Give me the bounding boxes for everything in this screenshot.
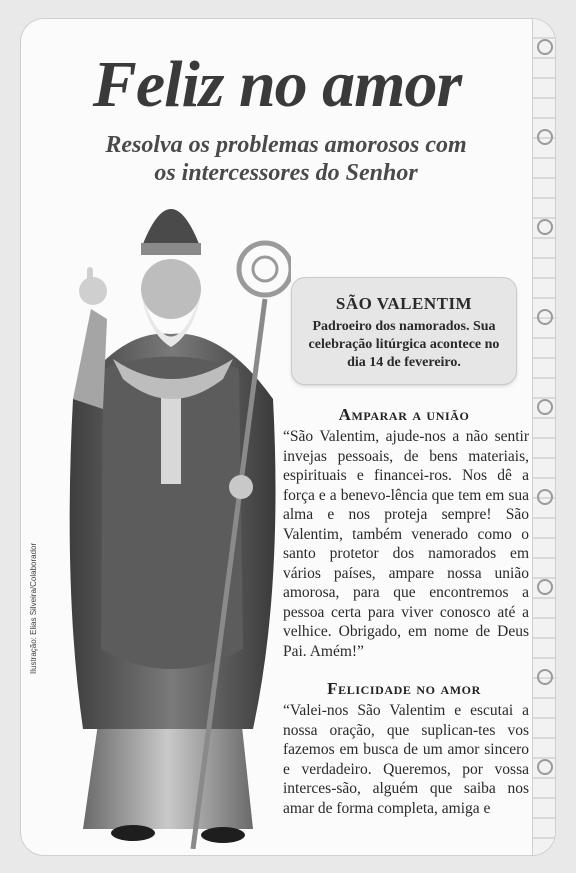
ornament-icon: [537, 579, 553, 595]
info-box: [291, 277, 517, 385]
ornamental-border: [532, 19, 555, 855]
ornament-icon: [537, 759, 553, 775]
section-text: “São Valentim, ajude-nos a não sentir invejas pessoais, de bens materiais, espirituais e financei-ros. Nos dê a força e a benevo-lência que tem em sua alma e nos proteja sempre! São Valentim, também venerado como o santo protetor dos namorados em vários países, ampare nossa união amorosa, para que encontremos a pessoa certa para viver conosco até a velhice. Obrigado, em nome de Deus Pai. Amém!”: [283, 428, 529, 660]
page-title: Feliz no amor: [92, 48, 462, 121]
ornament-icon: [537, 489, 553, 505]
subtitle-line-1: Resolva os problemas amorosos com: [105, 132, 467, 158]
info-box-text: Padroeiro dos namorados. Sua celebração litúrgica acontece no dia 14 de fevereiro.: [308, 319, 500, 370]
illustration-credit: Ilustração: Elias Silveira/Colaborador: [29, 542, 38, 674]
page: [20, 18, 556, 856]
ornament-icon: [537, 309, 553, 325]
section-heading: Amparar a união: [338, 405, 470, 424]
ornament-icon: [537, 219, 553, 235]
ornament-icon: [537, 39, 553, 55]
section-text: “Valei-nos São Valentim e escutai a nossa oração, que suplican-tes vos fazemos em busca de um amor sincero e verdadeiro. Queremos, por vossa interces-são, alguém que saiba nos amar de forma completa, amiga e: [283, 702, 529, 817]
ornament-icon: [537, 669, 553, 685]
saint-valentine-illustration: [43, 169, 291, 849]
subtitle-line-2: os intercessores do Senhor: [154, 160, 418, 186]
ornament-icon: [537, 399, 553, 415]
ornament-icon: [537, 129, 553, 145]
section-heading: Felicidade no amor: [327, 679, 481, 698]
info-box-title: SÃO VALENTIM: [335, 294, 473, 313]
